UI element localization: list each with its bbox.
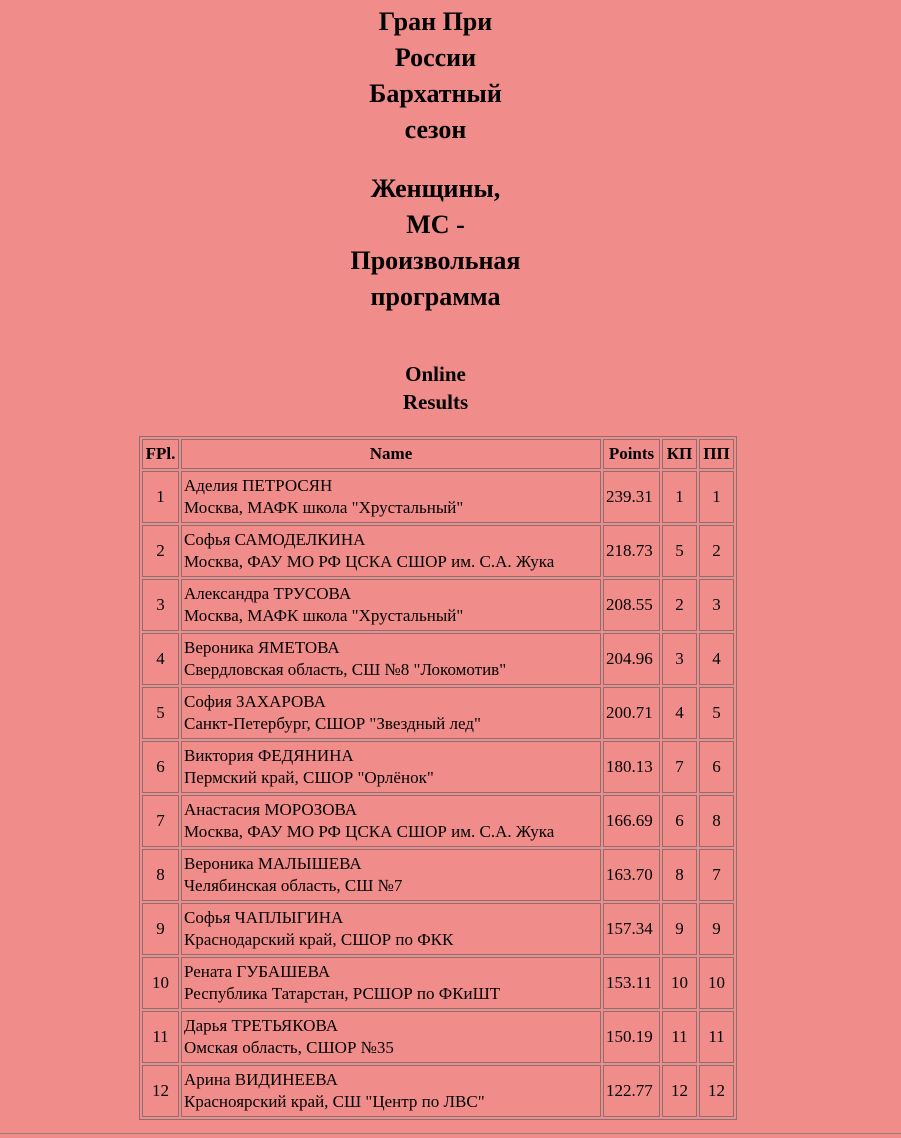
- pp-cell: 12: [699, 1065, 734, 1117]
- skater-cell: [181, 1011, 601, 1063]
- kp-cell: 4: [662, 687, 697, 739]
- pp-cell: 4: [699, 633, 734, 685]
- place-cell: 8: [142, 849, 179, 901]
- event-title: [0, 4, 871, 148]
- skater-club: Республика Татарстан, РСШОР по ФКиШТ: [184, 984, 501, 1003]
- skater-club: Краснодарский край, СШОР по ФКК: [184, 930, 454, 949]
- header-fpl: FPl.: [142, 439, 179, 469]
- pp-cell: 2: [699, 525, 734, 577]
- event-title-line: России: [394, 43, 477, 72]
- table-row: [142, 1011, 734, 1063]
- kp-cell: 5: [662, 525, 697, 577]
- kp-cell: 1: [662, 471, 697, 523]
- place-cell: 12: [142, 1065, 179, 1117]
- results-table: [139, 436, 737, 1120]
- kp-cell: 3: [662, 633, 697, 685]
- event-title-line: сезон: [404, 115, 467, 144]
- skater-cell: [181, 525, 601, 577]
- skater-club: Москва, МАФК школа "Хрустальный": [184, 498, 464, 517]
- skater-cell: [181, 741, 601, 793]
- kp-cell: 7: [662, 741, 697, 793]
- header-name: Name: [181, 439, 601, 469]
- place-cell: 10: [142, 957, 179, 1009]
- skater-cell: [181, 903, 601, 955]
- table-row: [142, 471, 734, 523]
- skater-name: Рената ГУБАШЕВА: [184, 962, 331, 981]
- points-cell: 218.73: [603, 525, 660, 577]
- points-cell: 239.31: [603, 471, 660, 523]
- points-cell: 163.70: [603, 849, 660, 901]
- skater-club: Москва, ФАУ МО РФ ЦСКА СШОР им. С.А. Жука: [184, 822, 555, 841]
- category-title-line: Женщины,: [370, 174, 501, 203]
- points-cell: 153.11: [603, 957, 660, 1009]
- place-cell: 11: [142, 1011, 179, 1063]
- subtitle-line: Results: [402, 390, 469, 414]
- header-pp: ПП: [699, 439, 734, 469]
- points-cell: 150.19: [603, 1011, 660, 1063]
- skater-name: София ЗАХАРОВА: [184, 692, 326, 711]
- skater-name: Вероника МАЛЫШЕВА: [184, 854, 362, 873]
- event-title-line: Бархатный: [369, 79, 502, 108]
- category-title-line: Произвольная: [350, 246, 521, 275]
- table-row: [142, 795, 734, 847]
- skater-club: Москва, ФАУ МО РФ ЦСКА СШОР им. С.А. Жука: [184, 552, 555, 571]
- skater-name: Анастасия МОРОЗОВА: [184, 800, 358, 819]
- place-cell: 1: [142, 471, 179, 523]
- kp-cell: 10: [662, 957, 697, 1009]
- place-cell: 4: [142, 633, 179, 685]
- kp-cell: 12: [662, 1065, 697, 1117]
- kp-cell: 9: [662, 903, 697, 955]
- skater-club: Пермский край, СШОР "Орлёнок": [184, 768, 434, 787]
- skater-cell: [181, 957, 601, 1009]
- pp-cell: 11: [699, 1011, 734, 1063]
- skater-cell: [181, 849, 601, 901]
- points-cell: 200.71: [603, 687, 660, 739]
- skater-name: Софья ЧАПЛЫГИНА: [184, 908, 344, 927]
- points-cell: 166.69: [603, 795, 660, 847]
- points-cell: 157.34: [603, 903, 660, 955]
- online-results-subtitle: [0, 360, 871, 416]
- pp-cell: 8: [699, 795, 734, 847]
- table-row: [142, 525, 734, 577]
- place-cell: 2: [142, 525, 179, 577]
- pp-cell: 1: [699, 471, 734, 523]
- table-row: [142, 687, 734, 739]
- skater-name: Софья САМОДЕЛКИНА: [184, 530, 366, 549]
- table-row: [142, 741, 734, 793]
- skater-cell: [181, 579, 601, 631]
- kp-cell: 6: [662, 795, 697, 847]
- place-cell: 7: [142, 795, 179, 847]
- skater-club: Москва, МАФК школа "Хрустальный": [184, 606, 464, 625]
- points-cell: 122.77: [603, 1065, 660, 1117]
- header-points: Points: [603, 439, 660, 469]
- table-row: [142, 957, 734, 1009]
- place-cell: 3: [142, 579, 179, 631]
- skater-cell: [181, 471, 601, 523]
- points-cell: 180.13: [603, 741, 660, 793]
- skater-club: Омская область, СШОР №35: [184, 1038, 394, 1057]
- kp-cell: 8: [662, 849, 697, 901]
- skater-club: Красноярский край, СШ "Центр по ЛВС": [184, 1092, 485, 1111]
- table-header-row: [142, 439, 734, 469]
- event-title-line: Гран При: [378, 7, 493, 36]
- kp-cell: 2: [662, 579, 697, 631]
- subtitle-line: Online: [405, 362, 466, 386]
- skater-cell: [181, 1065, 601, 1117]
- header-kp: КП: [662, 439, 697, 469]
- category-title: [0, 171, 871, 315]
- points-cell: 208.55: [603, 579, 660, 631]
- place-cell: 9: [142, 903, 179, 955]
- table-row: [142, 849, 734, 901]
- table-row: [142, 1065, 734, 1117]
- points-cell: 204.96: [603, 633, 660, 685]
- kp-cell: 11: [662, 1011, 697, 1063]
- skater-name: Дарья ТРЕТЬЯКОВА: [184, 1016, 339, 1035]
- pp-cell: 5: [699, 687, 734, 739]
- pp-cell: 6: [699, 741, 734, 793]
- skater-name: Виктория ФЕДЯНИНА: [184, 746, 354, 765]
- table-row: [142, 579, 734, 631]
- skater-cell: [181, 633, 601, 685]
- skater-name: Александра ТРУСОВА: [184, 584, 352, 603]
- pp-cell: 10: [699, 957, 734, 1009]
- category-title-line: МС -: [406, 210, 465, 239]
- bottom-divider: [0, 1133, 901, 1138]
- skater-cell: [181, 795, 601, 847]
- table-row: [142, 903, 734, 955]
- table-row: [142, 633, 734, 685]
- skater-cell: [181, 687, 601, 739]
- skater-club: Челябинская область, СШ №7: [184, 876, 403, 895]
- skater-club: Санкт-Петербург, СШОР "Звездный лед": [184, 714, 481, 733]
- skater-name: Арина ВИДИНЕЕВА: [184, 1070, 338, 1089]
- place-cell: 5: [142, 687, 179, 739]
- skater-club: Свердловская область, СШ №8 "Локомотив": [184, 660, 507, 679]
- skater-name: Аделия ПЕТРОСЯН: [184, 476, 333, 495]
- pp-cell: 7: [699, 849, 734, 901]
- place-cell: 6: [142, 741, 179, 793]
- skater-name: Вероника ЯМЕТОВА: [184, 638, 340, 657]
- pp-cell: 9: [699, 903, 734, 955]
- category-title-line: программа: [370, 282, 501, 311]
- pp-cell: 3: [699, 579, 734, 631]
